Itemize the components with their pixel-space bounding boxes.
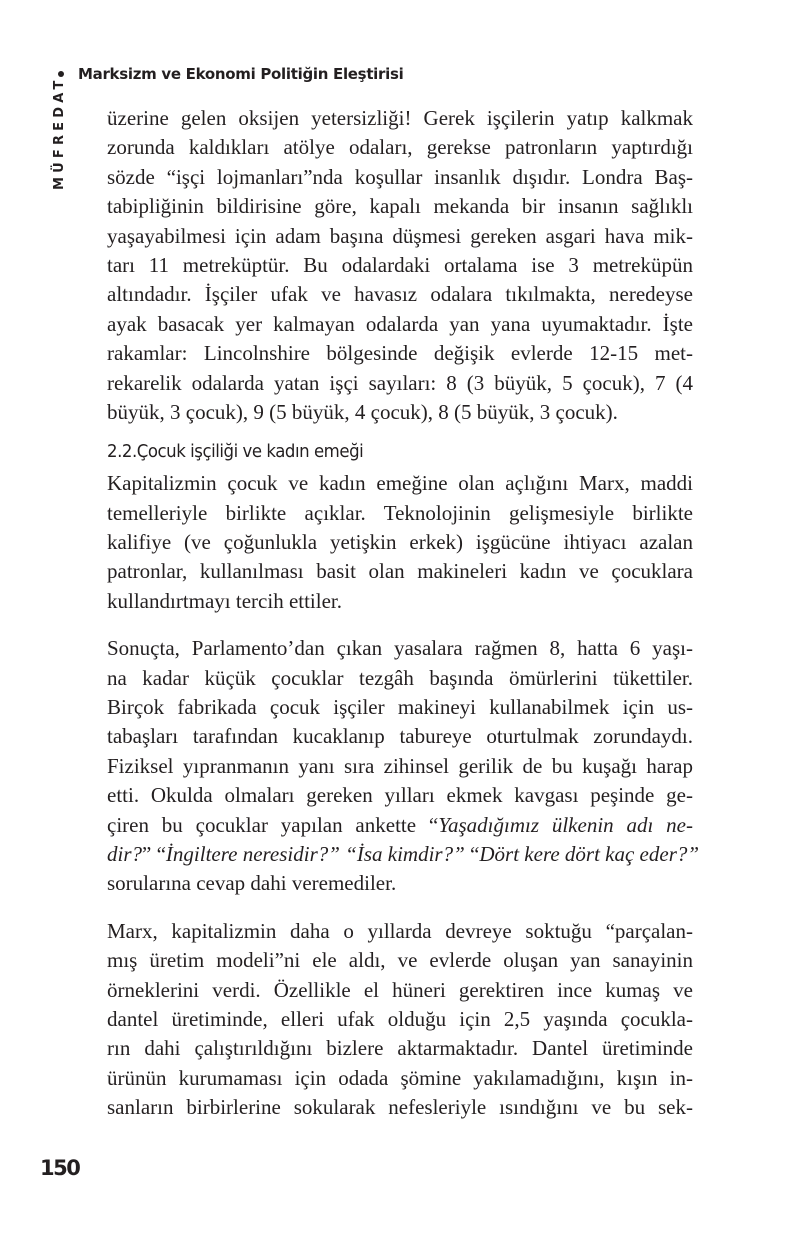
paragraph-3 <box>107 634 700 899</box>
text-line: rakamlar: Lincolnshire bölgesinde değişik evlerde 12-15 met- <box>107 341 693 366</box>
italic-quote: dir? <box>107 841 143 866</box>
text-line: sözde “işçi lojmanları”nda koşullar insanlık dışıdır. Londra Baş- <box>107 164 693 189</box>
text-line: rın dahi çalıştırıldığını bizlere aktarmaktadır. Dantel üretiminde <box>107 1036 693 1061</box>
text-line: temelleriyle birlikte açıklar. Teknolojinin gelişmesiyle birlikte <box>107 500 693 525</box>
text-line: tabaşları tarafından kucaklanıp tabureye oturtulmak zorundaydı. <box>107 724 693 749</box>
text-line: Sonuçta, Parlamento’dan çıkan yasalara rağmen 8, hatta 6 yaşı- <box>107 636 693 661</box>
text-line: üzerine gelen oksijen yetersizliği! Gerek işçilerin yatıp kalkmak <box>107 106 693 130</box>
page-number: 150 <box>40 1156 80 1180</box>
text-line: büyük, 3 çocuk), 9 (5 büyük, 4 çocuk), 8 (5 büyük, 3 çocuk). <box>107 399 618 424</box>
side-section-label: MÜFREDAT <box>52 76 67 190</box>
text-line: dantel üretiminde, elleri ufak olduğu için 2,5 yaşında çocukla- <box>107 1006 693 1031</box>
italic-quote: Dört kere dört kaç eder?” <box>479 841 700 866</box>
text-line: zorunda kaldıkları atölye odaları, gerekse patronların yaptırdığı <box>107 135 693 160</box>
text-line: yaşayabilmesi için adam başına düşmesi gereken asgari hava mik- <box>107 223 693 248</box>
text-line-with-quote: dir?” “İngiltere neresidir?” “İsa kimdir?” “Dört kere dört kaç eder?” <box>107 841 700 866</box>
running-header <box>58 62 403 86</box>
running-title: Marksizm ve Ekonomi Politiğin Eleştirisi <box>78 65 404 83</box>
text-line: ayak basacak yer kalmayan odalarda yan yana uyumaktadır. İşte <box>107 311 693 336</box>
text-line: tarı 11 metreküptür. Bu odalardaki ortalama ise 3 metreküpün <box>107 252 693 277</box>
text-line: örneklerini verdi. Özellikle el hüneri gerektiren ince kumaş ve <box>107 977 693 1002</box>
text-line: altındadır. İşçiler ufak ve havasız odalara tıkılmakta, neredeyse <box>107 282 693 307</box>
text-line: sorularına cevap dahi veremediler. <box>107 871 397 896</box>
text-line: kullandırtmayı tercih ettiler. <box>107 588 343 613</box>
text-line: ürünün kurumaması için odada şömine yakılamadığını, kışın in- <box>107 1065 693 1090</box>
text-line: etti. Okulda olmaları gereken yılları ekmek kavgası peşinde ge- <box>107 783 693 808</box>
section-heading: 2.2.Çocuk işçiliği ve kadın emeği <box>107 441 364 463</box>
text-line: Fiziksel yıpranmanın yanı sıra zihinsel gerilik de bu kuşağı harap <box>107 753 693 778</box>
paragraph-4 <box>107 917 693 1123</box>
text-line-with-quote: çiren bu çocuklar yapılan ankette “Yaşadığımız ülkenin adı ne- <box>107 812 693 837</box>
text-line: kalifiye (ve çoğunlukla yetişkin erkek) işgücüne ihtiyacı azalan <box>107 530 693 555</box>
text-line: Birçok fabrikada çocuk işçiler makineyi kullanabilmek için us- <box>107 695 693 720</box>
page-body <box>107 104 700 1123</box>
italic-quote: İngiltere neresidir?” “İsa kimdir?” <box>165 841 465 866</box>
text-line: na kadar küçük çocuklar tezgâh başında ömürlerini tükettiler. <box>107 665 693 690</box>
text-line: patronlar, kullanılması basit olan makineleri kadın ve çocuklara <box>107 559 693 584</box>
text-line: Kapitalizmin çocuk ve kadın emeğine olan açlığını Marx, maddi <box>107 471 693 496</box>
text-line: mış üretim modeli”ni ele aldı, ve evlerde oluşan yan sanayinin <box>107 948 693 973</box>
paragraph-2 <box>107 469 693 616</box>
text-line: rekarelik odalarda yatan işçi sayıları: 8 (3 büyük, 5 çocuk), 7 (4 <box>107 370 693 395</box>
text-line: sanların birbirlerine sokularak nefesleriyle ısındığını ve bu sek- <box>107 1095 693 1120</box>
text-line: Marx, kapitalizmin daha o yıllarda devreye soktuğu “parçalan- <box>107 918 693 943</box>
italic-quote: Yaşadığımız ülkenin adı ne- <box>438 812 693 837</box>
paragraph-1 <box>107 104 693 427</box>
text-line: tabipliğinin bildirisine göre, kapalı mekanda bir insanın sağlıklı <box>107 194 693 219</box>
